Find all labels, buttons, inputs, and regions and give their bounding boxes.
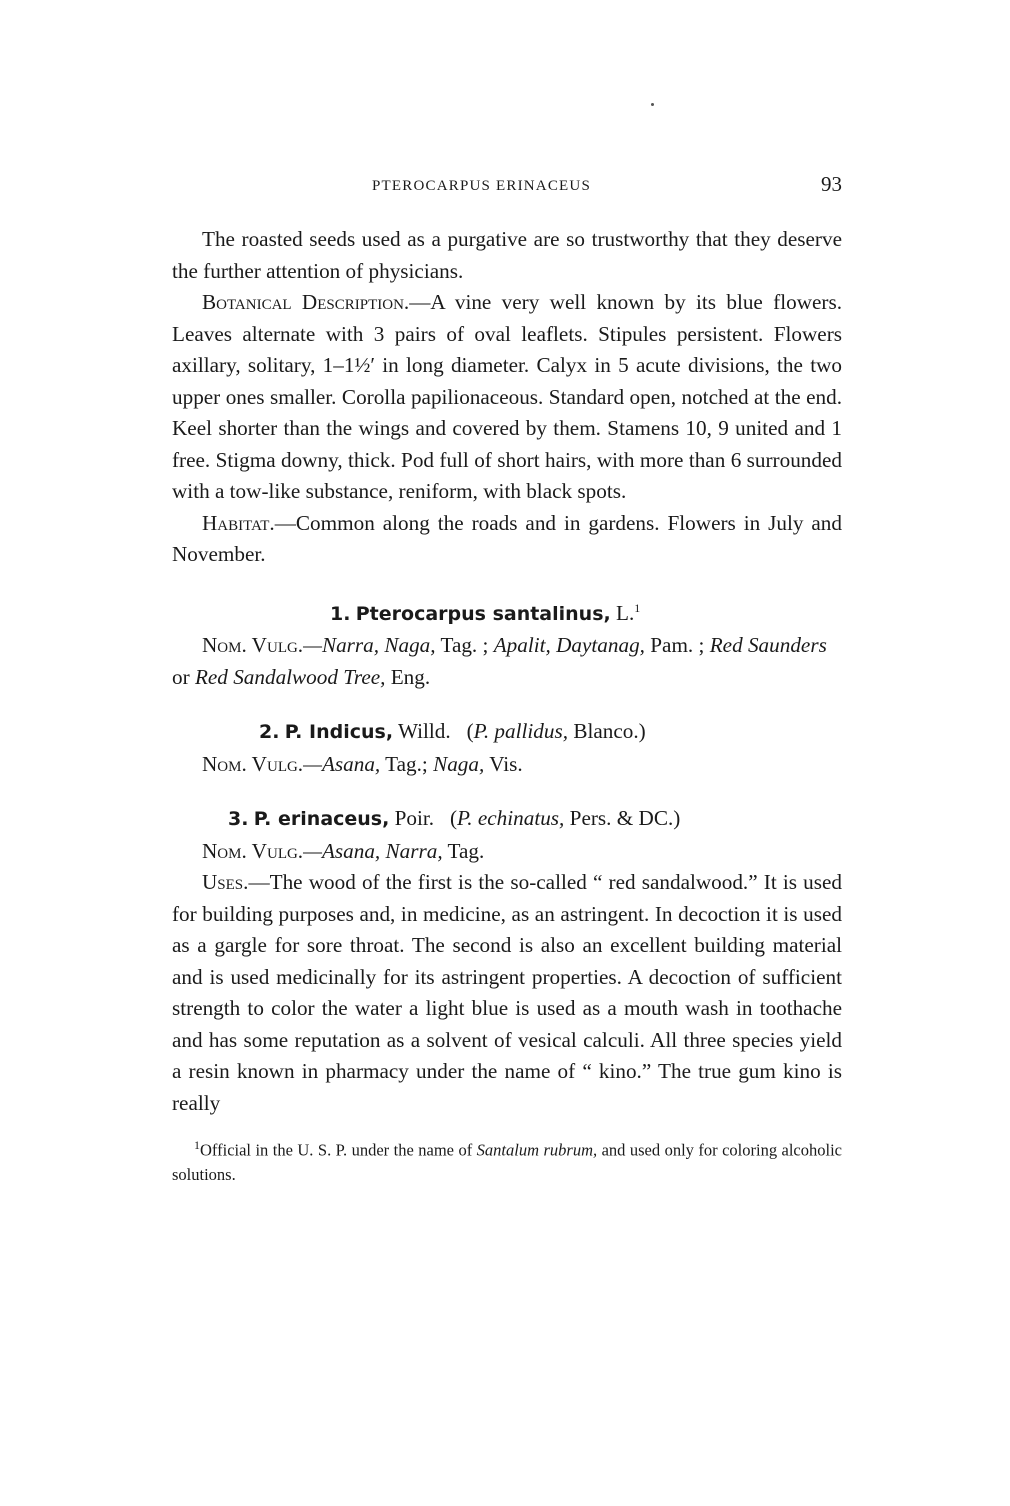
- species-1-number: 1.: [330, 602, 351, 625]
- uses-text: —The wood of the first is the so-called “ red sandalwood.” It is used for building purposes and, in medicine, as an astringent. In decoction it is used as a gargle for sore throat. The second is also an excellent building material and is used medicinally for its astringent properties. A decoction of sufficient strength to color the water a light blue is used as a mouth wash in toothache and has some reputation as a solvent of vesical calculi. All three species yield a resin known in pharmacy under the name of “ kino.” The true gum kino is really: [172, 870, 842, 1115]
- species-1-names-c: Apalit, Daytanag,: [493, 633, 645, 658]
- species-3-nom-label: Nom. Vulg.: [202, 838, 304, 863]
- species-2-names-c: Naga,: [433, 751, 485, 776]
- botanical-label: Botanical Description.: [202, 290, 410, 314]
- species-1-names-h: Eng.: [385, 664, 431, 689]
- species-3-author: Poir.: [394, 806, 435, 831]
- species-1-author: L.: [616, 600, 635, 625]
- footnote: [172, 1133, 842, 1187]
- footnote-mark: 1: [194, 1138, 200, 1153]
- species-2-nom-label: Nom. Vulg.: [202, 751, 304, 776]
- footnote-text-b: Santalum rubrum,: [476, 1140, 598, 1160]
- species-1-common-names: [172, 630, 842, 693]
- species-1-heading: [172, 593, 842, 631]
- species-3-syn-open: (: [449, 806, 458, 831]
- species-2-name: P. Indicus,: [284, 721, 394, 744]
- species-2-common-names: [172, 749, 842, 781]
- habitat-paragraph: [172, 508, 842, 571]
- species-2-names-b: Tag.;: [380, 751, 434, 776]
- species-1-nom-label: Nom. Vulg.: [202, 633, 304, 658]
- footnote-ref: 1: [634, 600, 641, 615]
- running-head: PTEROCARPUS ERINACEUS: [372, 178, 591, 194]
- species-3-syn-author: Pers. & DC.): [564, 806, 681, 831]
- page: [172, 172, 842, 1187]
- species-2-synonym: P. pallidus,: [473, 719, 569, 744]
- species-3-names-b: Tag.: [442, 838, 485, 863]
- page-header: [172, 172, 842, 202]
- species-1-names-d: Pam. ;: [644, 633, 710, 658]
- intro-paragraph: [172, 224, 842, 287]
- footnote-text-a: Official in the U. S. P. under the name of: [200, 1140, 477, 1160]
- species-1-names-f: or: [172, 664, 195, 689]
- species-2-syn-author: Blanco.): [568, 719, 646, 744]
- botanical-text: —A vine very well known by its blue flowers. Leaves alternate with 3 pairs of oval leaflets. Stipules persistent. Flowers axillary, solitary, 1–1½′ in long diameter. Calyx in 5 acute divisions, the two upper ones smaller. Corolla papilionaceous. Standard open, notched at the end. Keel shorter than the wings and covered by them. Stamens 10, 9 united and 1 free. Stigma downy, thick. Pod full of short hairs, with more than 6 surrounded with a tow-like substance, reniform, with black spots.: [172, 290, 843, 503]
- uses-label: Uses.: [202, 870, 249, 895]
- botanical-description-paragraph: [172, 287, 842, 508]
- species-1-names-e: Red Saunders: [709, 633, 827, 658]
- intro-line-2: they deserve the further attention of physicians.: [172, 227, 842, 283]
- species-2-author: Willd.: [397, 719, 451, 744]
- species-3-number: 3.: [228, 808, 249, 831]
- species-3-synonym: P. echinatus,: [457, 806, 565, 831]
- habitat-text: —Common along the roads and in gardens. Flowers in July and November.: [172, 510, 842, 566]
- species-2-syn-open: (: [466, 719, 474, 744]
- species-1-names-b: Tag. ;: [435, 633, 494, 658]
- species-2-names-d: Vis.: [484, 751, 523, 776]
- stray-mark: [651, 103, 654, 106]
- species-2-heading: [172, 716, 842, 749]
- uses-paragraph: [172, 867, 842, 1119]
- species-1-names-g: Red Sandalwood Tree,: [194, 664, 386, 689]
- species-3-name: P. erinaceus,: [253, 808, 390, 831]
- page-number: 93: [821, 172, 842, 196]
- species-1-names-a: —Narra, Naga,: [303, 633, 436, 658]
- species-3-heading: [172, 803, 842, 836]
- species-1-name: Pterocarpus santalinus,: [355, 602, 611, 625]
- species-2-number: 2.: [259, 721, 280, 744]
- species-3-names-a: —Asana, Narra,: [303, 838, 443, 863]
- intro-line-1: The roasted seeds used as a purgative are so trustworthy that: [202, 227, 728, 251]
- footnote-text-c: and used only for coloring alcoholic solutions.: [172, 1140, 843, 1184]
- species-3-common-names: [172, 836, 842, 868]
- habitat-label: Habitat.: [202, 510, 275, 535]
- species-2-names-a: —Asana,: [303, 751, 381, 776]
